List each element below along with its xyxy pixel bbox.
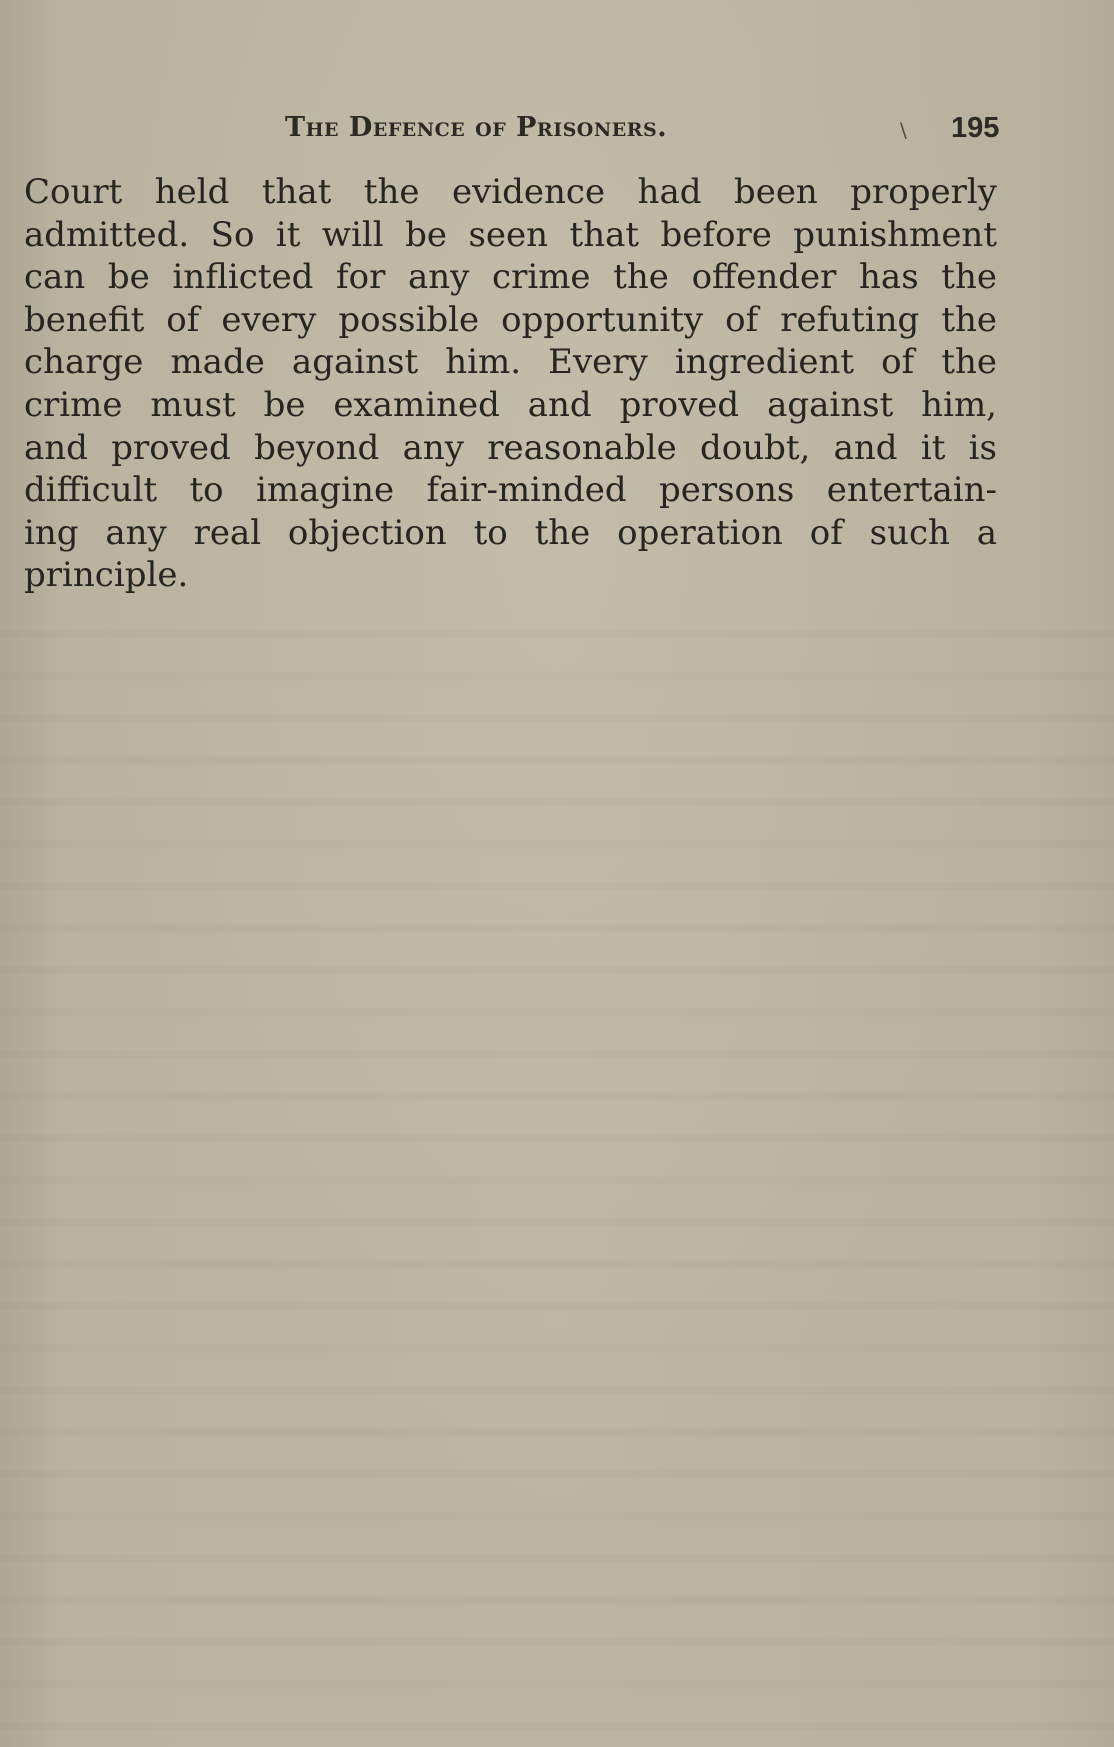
text-line: difficult to imagine fair-minded persons entertain- <box>24 470 997 511</box>
text-line: ing any real objection to the operation of such a <box>24 512 997 553</box>
text-line: and proved beyond any reasonable doubt, and it is <box>24 427 997 468</box>
body-paragraph <box>24 171 997 597</box>
text-line: Court held that the evidence had been properly <box>24 172 997 212</box>
running-head <box>0 112 1114 152</box>
text-line: admitted. So it will be seen that before punishment <box>24 214 997 255</box>
running-head-title: The Defence of Prisoners. <box>285 112 668 143</box>
text-line: charge made against him. Every ingredient of the <box>24 342 997 383</box>
page-number: 195 <box>951 112 1000 144</box>
text-line: crime must be examined and proved against him, <box>24 384 997 425</box>
margin-mark: \ <box>900 118 907 142</box>
text-line-last: principle. <box>24 555 189 596</box>
text-line: benefit of every possible opportunity of refuting the <box>24 299 997 340</box>
text-line: can be inflicted for any crime the offender has the <box>24 257 997 298</box>
